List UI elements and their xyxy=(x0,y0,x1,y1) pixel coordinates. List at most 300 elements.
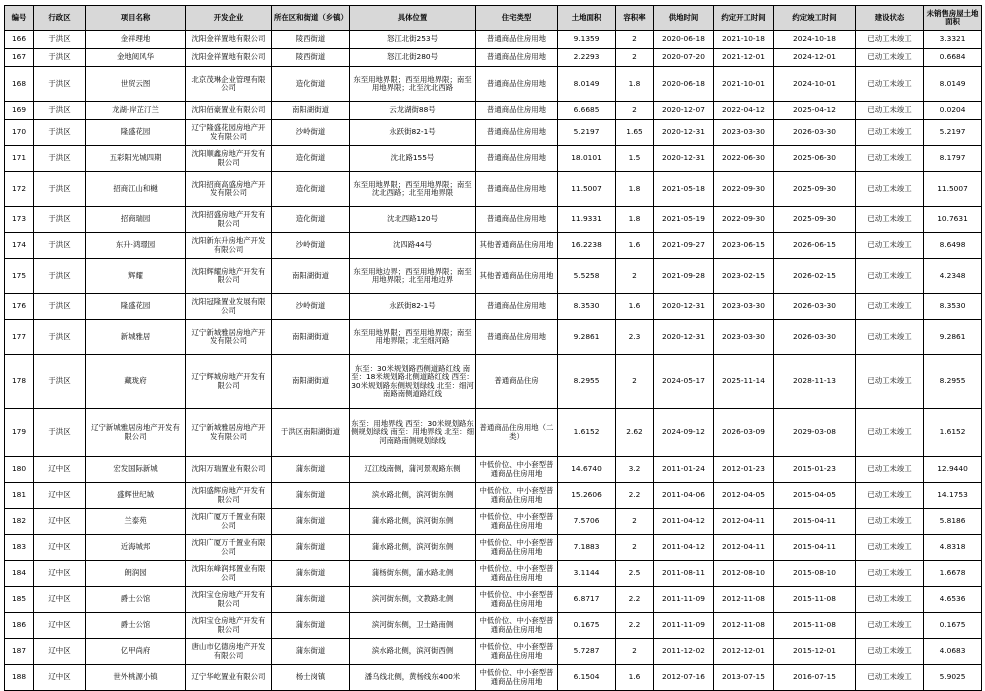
cell-street: 蒲东街道 xyxy=(272,457,350,483)
table-row xyxy=(5,561,982,587)
cell-street: 造化街道 xyxy=(272,207,350,233)
cell-status: 已动工未竣工 xyxy=(856,259,924,294)
cell-street: 沙岭街道 xyxy=(272,294,350,320)
cell-developer: 沈阳盛辉房地产开发有限公司 xyxy=(186,483,272,509)
cell-finish-date: 2015-04-05 xyxy=(774,483,856,509)
header-project-name: 项目名称 xyxy=(86,6,186,31)
cell-developer: 沈阳冠隆置业发展有限公司 xyxy=(186,294,272,320)
cell-far: 1.8 xyxy=(616,172,654,207)
cell-status: 已动工未竣工 xyxy=(856,102,924,120)
table-row xyxy=(5,67,982,102)
cell-location: 东至用地界限；西至用地界限；南至沈北西路；北至用地界限 xyxy=(350,172,476,207)
cell-unsold-area: 8.6498 xyxy=(924,233,982,259)
cell-developer: 唐山市亿德房地产开发有限公司 xyxy=(186,639,272,665)
cell-supply-date: 2011-11-09 xyxy=(654,587,714,613)
cell-id: 170 xyxy=(5,120,34,146)
cell-housing-type: 中低价位、中小套型普通商品住房用地 xyxy=(476,535,558,561)
cell-housing-type: 普通商品住房用地 xyxy=(476,31,558,49)
cell-finish-date: 2028-11-13 xyxy=(774,355,856,409)
cell-district: 于洪区 xyxy=(34,120,86,146)
cell-street: 于洪区南阳湖街道 xyxy=(272,409,350,457)
cell-location: 东至用地边界；西至用地界限；南至用地界限；北至用地边界 xyxy=(350,259,476,294)
cell-street: 陵西街道 xyxy=(272,49,350,67)
cell-housing-type: 普通商品住房用地 xyxy=(476,49,558,67)
cell-supply-date: 2012-07-16 xyxy=(654,665,714,691)
cell-start-date: 2026-03-09 xyxy=(714,409,774,457)
cell-unsold-area: 0.0204 xyxy=(924,102,982,120)
cell-street: 蒲东街道 xyxy=(272,639,350,665)
cell-status: 已动工未竣工 xyxy=(856,120,924,146)
cell-location: 沈四路44号 xyxy=(350,233,476,259)
cell-location: 永跃街82-1号 xyxy=(350,120,476,146)
cell-start-date: 2023-03-30 xyxy=(714,320,774,355)
cell-supply-date: 2024-09-12 xyxy=(654,409,714,457)
cell-district: 辽中区 xyxy=(34,561,86,587)
cell-location: 东至：30米规划路西侧道路红线 南至：18米规划路北侧道路红线 西至：30米规划路东侧规划绿线 北至：细河南路南侧道路红线 xyxy=(350,355,476,409)
land-supply-table xyxy=(4,5,982,691)
cell-finish-date: 2025-09-30 xyxy=(774,207,856,233)
cell-id: 172 xyxy=(5,172,34,207)
table-row xyxy=(5,665,982,691)
cell-start-date: 2012-04-11 xyxy=(714,509,774,535)
cell-housing-type: 普通商品住房用地 xyxy=(476,172,558,207)
header-land-area: 土地面积 xyxy=(558,6,616,31)
cell-housing-type: 中低价位、中小套型普通商品住房用地 xyxy=(476,509,558,535)
cell-finish-date: 2026-06-15 xyxy=(774,233,856,259)
cell-location: 东至：用地界线 西至：30米规划路东侧规划绿线 南至：用地界线 北至：细河南路南侧规划绿线 xyxy=(350,409,476,457)
cell-district: 于洪区 xyxy=(34,102,86,120)
cell-district: 辽中区 xyxy=(34,613,86,639)
cell-supply-date: 2020-12-31 xyxy=(654,294,714,320)
cell-developer: 沈阳招商高盛房地产开发有限公司 xyxy=(186,172,272,207)
cell-supply-date: 2021-05-18 xyxy=(654,172,714,207)
cell-unsold-area: 12.9440 xyxy=(924,457,982,483)
cell-location: 永跃街82-1号 xyxy=(350,294,476,320)
table-row xyxy=(5,207,982,233)
cell-start-date: 2025-11-14 xyxy=(714,355,774,409)
cell-finish-date: 2015-08-10 xyxy=(774,561,856,587)
cell-land-area: 5.2197 xyxy=(558,120,616,146)
cell-district: 辽中区 xyxy=(34,665,86,691)
cell-project-name: 爵士公馆 xyxy=(86,587,186,613)
cell-location: 滨河街东侧，卫士路南侧 xyxy=(350,613,476,639)
cell-location: 怒江北街280号 xyxy=(350,49,476,67)
cell-land-area: 9.2861 xyxy=(558,320,616,355)
cell-unsold-area: 14.1753 xyxy=(924,483,982,509)
cell-finish-date: 2015-11-08 xyxy=(774,613,856,639)
cell-district: 于洪区 xyxy=(34,294,86,320)
cell-land-area: 2.2293 xyxy=(558,49,616,67)
cell-far: 2 xyxy=(616,535,654,561)
cell-far: 1.8 xyxy=(616,207,654,233)
cell-id: 183 xyxy=(5,535,34,561)
cell-street: 蒲东街道 xyxy=(272,587,350,613)
cell-housing-type: 普通商品住房用地 xyxy=(476,67,558,102)
cell-location: 沈北西路120号 xyxy=(350,207,476,233)
cell-unsold-area: 0.1675 xyxy=(924,613,982,639)
cell-start-date: 2012-04-05 xyxy=(714,483,774,509)
cell-start-date: 2012-08-10 xyxy=(714,561,774,587)
cell-project-name: 隆盛花园 xyxy=(86,294,186,320)
cell-developer: 辽宁辉城房地产开发有限公司 xyxy=(186,355,272,409)
cell-land-area: 5.7287 xyxy=(558,639,616,665)
cell-far: 2 xyxy=(616,259,654,294)
cell-unsold-area: 10.7631 xyxy=(924,207,982,233)
cell-project-name: 朗润园 xyxy=(86,561,186,587)
cell-district: 于洪区 xyxy=(34,31,86,49)
cell-project-name: 藏珑府 xyxy=(86,355,186,409)
cell-id: 171 xyxy=(5,146,34,172)
table-row xyxy=(5,509,982,535)
cell-start-date: 2023-03-30 xyxy=(714,120,774,146)
cell-far: 2 xyxy=(616,49,654,67)
cell-finish-date: 2015-12-01 xyxy=(774,639,856,665)
cell-id: 186 xyxy=(5,613,34,639)
cell-district: 于洪区 xyxy=(34,49,86,67)
table-row xyxy=(5,294,982,320)
cell-project-name: 招商瑞园 xyxy=(86,207,186,233)
table-row xyxy=(5,587,982,613)
cell-street: 蒲东街道 xyxy=(272,613,350,639)
cell-finish-date: 2016-07-15 xyxy=(774,665,856,691)
cell-id: 176 xyxy=(5,294,34,320)
cell-developer: 沈阳广厦万千置业有限公司 xyxy=(186,535,272,561)
table-row xyxy=(5,172,982,207)
cell-id: 187 xyxy=(5,639,34,665)
cell-supply-date: 2021-09-27 xyxy=(654,233,714,259)
cell-start-date: 2022-06-30 xyxy=(714,146,774,172)
cell-housing-type: 中低价位、中小套型普通商品住房用地 xyxy=(476,457,558,483)
cell-district: 于洪区 xyxy=(34,355,86,409)
cell-status: 已动工未竣工 xyxy=(856,665,924,691)
cell-supply-date: 2011-08-11 xyxy=(654,561,714,587)
cell-developer: 沈阳广厦万千置业有限公司 xyxy=(186,509,272,535)
cell-finish-date: 2024-10-01 xyxy=(774,67,856,102)
header-id: 编号 xyxy=(5,6,34,31)
cell-land-area: 16.2238 xyxy=(558,233,616,259)
header-unsold-area: 未销售房屋土地面积 xyxy=(924,6,982,31)
table-row xyxy=(5,457,982,483)
cell-id: 188 xyxy=(5,665,34,691)
cell-finish-date: 2026-02-15 xyxy=(774,259,856,294)
cell-street: 沙岭街道 xyxy=(272,120,350,146)
cell-project-name: 世外桃源小镇 xyxy=(86,665,186,691)
cell-status: 已动工未竣工 xyxy=(856,172,924,207)
cell-housing-type: 其他普通商品住房用地 xyxy=(476,259,558,294)
header-finish-date: 约定竣工时间 xyxy=(774,6,856,31)
cell-developer: 辽宁隆盛花园房地产开发有限公司 xyxy=(186,120,272,146)
cell-supply-date: 2011-04-12 xyxy=(654,509,714,535)
cell-id: 185 xyxy=(5,587,34,613)
cell-unsold-area: 1.6152 xyxy=(924,409,982,457)
cell-street: 陵西街道 xyxy=(272,31,350,49)
cell-land-area: 5.5258 xyxy=(558,259,616,294)
cell-finish-date: 2029-03-08 xyxy=(774,409,856,457)
cell-developer: 辽宁新城雅居房地产开发有限公司 xyxy=(186,409,272,457)
cell-district: 辽中区 xyxy=(34,587,86,613)
cell-street: 造化街道 xyxy=(272,67,350,102)
cell-unsold-area: 8.2955 xyxy=(924,355,982,409)
cell-housing-type: 普通商品住房用地 xyxy=(476,320,558,355)
cell-district: 于洪区 xyxy=(34,409,86,457)
cell-far: 2.2 xyxy=(616,483,654,509)
cell-land-area: 11.5007 xyxy=(558,172,616,207)
cell-status: 已动工未竣工 xyxy=(856,355,924,409)
cell-project-name: 新城雅居 xyxy=(86,320,186,355)
header-location: 具体位置 xyxy=(350,6,476,31)
table-row xyxy=(5,49,982,67)
cell-location: 滨水路北侧，滨河街东侧 xyxy=(350,483,476,509)
header-row xyxy=(5,6,982,31)
cell-project-name: 招商江山和樾 xyxy=(86,172,186,207)
cell-district: 辽中区 xyxy=(34,457,86,483)
cell-finish-date: 2026-03-30 xyxy=(774,320,856,355)
cell-developer: 沈阳招盛房地产开发有限公司 xyxy=(186,207,272,233)
cell-id: 180 xyxy=(5,457,34,483)
cell-location: 沈北路155号 xyxy=(350,146,476,172)
cell-far: 1.5 xyxy=(616,146,654,172)
cell-start-date: 2012-12-01 xyxy=(714,639,774,665)
header-district: 行政区 xyxy=(34,6,86,31)
cell-id: 166 xyxy=(5,31,34,49)
cell-status: 已动工未竣工 xyxy=(856,233,924,259)
cell-status: 已动工未竣工 xyxy=(856,146,924,172)
cell-supply-date: 2020-06-18 xyxy=(654,67,714,102)
cell-status: 已动工未竣工 xyxy=(856,67,924,102)
cell-project-name: 盛辉世纪城 xyxy=(86,483,186,509)
cell-project-name: 龙湖·岸芷汀兰 xyxy=(86,102,186,120)
cell-developer: 北京茂琳企业管理有限公司 xyxy=(186,67,272,102)
cell-start-date: 2023-03-30 xyxy=(714,294,774,320)
cell-unsold-area: 5.9025 xyxy=(924,665,982,691)
cell-project-name: 五彩阳光城四期 xyxy=(86,146,186,172)
cell-supply-date: 2020-12-07 xyxy=(654,102,714,120)
cell-housing-type: 普通商品住房用地 xyxy=(476,207,558,233)
cell-developer: 沈阳宝仓房地产开发有限公司 xyxy=(186,613,272,639)
cell-far: 2 xyxy=(616,102,654,120)
cell-district: 于洪区 xyxy=(34,67,86,102)
cell-finish-date: 2015-11-08 xyxy=(774,587,856,613)
cell-id: 175 xyxy=(5,259,34,294)
cell-project-name: 隆盛花园 xyxy=(86,120,186,146)
cell-land-area: 14.6740 xyxy=(558,457,616,483)
cell-land-area: 8.3530 xyxy=(558,294,616,320)
cell-supply-date: 2020-06-18 xyxy=(654,31,714,49)
cell-status: 已动工未竣工 xyxy=(856,294,924,320)
cell-district: 于洪区 xyxy=(34,172,86,207)
cell-location: 怒江北街253号 xyxy=(350,31,476,49)
cell-housing-type: 普通商品住房用地 xyxy=(476,120,558,146)
cell-supply-date: 2020-07-20 xyxy=(654,49,714,67)
cell-supply-date: 2024-05-17 xyxy=(654,355,714,409)
cell-location: 蒲杨街东侧，蒲水路北侧 xyxy=(350,561,476,587)
cell-project-name: 亿甲尚府 xyxy=(86,639,186,665)
cell-supply-date: 2020-12-31 xyxy=(654,146,714,172)
header-street: 所在区和街道（乡镇） xyxy=(272,6,350,31)
cell-unsold-area: 8.1797 xyxy=(924,146,982,172)
cell-unsold-area: 4.2348 xyxy=(924,259,982,294)
table-row xyxy=(5,355,982,409)
cell-start-date: 2022-09-30 xyxy=(714,207,774,233)
cell-developer: 辽宁新城雅居房地产开发有限公司 xyxy=(186,320,272,355)
cell-status: 已动工未竣工 xyxy=(856,509,924,535)
cell-status: 已动工未竣工 xyxy=(856,31,924,49)
cell-id: 181 xyxy=(5,483,34,509)
table-row xyxy=(5,31,982,49)
cell-housing-type: 中低价位、中小套型普通商品住房用地 xyxy=(476,613,558,639)
cell-far: 2 xyxy=(616,31,654,49)
cell-start-date: 2021-12-01 xyxy=(714,49,774,67)
cell-unsold-area: 11.5007 xyxy=(924,172,982,207)
cell-status: 已动工未竣工 xyxy=(856,49,924,67)
cell-unsold-area: 5.2197 xyxy=(924,120,982,146)
cell-supply-date: 2011-04-12 xyxy=(654,535,714,561)
cell-district: 于洪区 xyxy=(34,259,86,294)
cell-housing-type: 中低价位、中小套型普通商品住房用地 xyxy=(476,639,558,665)
header-developer: 开发企业 xyxy=(186,6,272,31)
cell-project-name: 金地阅风华 xyxy=(86,49,186,67)
cell-project-name: 宏发国际新城 xyxy=(86,457,186,483)
cell-project-name: 辉耀 xyxy=(86,259,186,294)
cell-status: 已动工未竣工 xyxy=(856,483,924,509)
cell-street: 南阳湖街道 xyxy=(272,259,350,294)
cell-finish-date: 2015-04-11 xyxy=(774,535,856,561)
cell-project-name: 世贸云图 xyxy=(86,67,186,102)
cell-housing-type: 中低价位、中小套型普通商品住房用地 xyxy=(476,587,558,613)
cell-id: 168 xyxy=(5,67,34,102)
cell-location: 云龙湖街88号 xyxy=(350,102,476,120)
cell-street: 蒲东街道 xyxy=(272,535,350,561)
cell-far: 2.3 xyxy=(616,320,654,355)
table-row xyxy=(5,483,982,509)
cell-finish-date: 2026-03-30 xyxy=(774,120,856,146)
cell-street: 蒲东街道 xyxy=(272,483,350,509)
cell-street: 蒲东街道 xyxy=(272,509,350,535)
cell-location: 东至用地界限；西至用地界限；南至用地界限；北至沈北西路 xyxy=(350,67,476,102)
cell-location: 蒲水路北侧，滨河街东侧 xyxy=(350,509,476,535)
cell-id: 177 xyxy=(5,320,34,355)
cell-land-area: 18.0101 xyxy=(558,146,616,172)
cell-status: 已动工未竣工 xyxy=(856,535,924,561)
cell-supply-date: 2011-04-06 xyxy=(654,483,714,509)
cell-project-name: 近海城邦 xyxy=(86,535,186,561)
cell-start-date: 2023-02-15 xyxy=(714,259,774,294)
cell-supply-date: 2011-12-02 xyxy=(654,639,714,665)
cell-project-name: 辽宁新城雅居房地产开发有限公司 xyxy=(86,409,186,457)
cell-start-date: 2021-10-18 xyxy=(714,31,774,49)
cell-status: 已动工未竣工 xyxy=(856,613,924,639)
cell-district: 辽中区 xyxy=(34,509,86,535)
header-housing-type: 住宅类型 xyxy=(476,6,558,31)
table-row xyxy=(5,639,982,665)
table-row xyxy=(5,120,982,146)
cell-start-date: 2012-01-23 xyxy=(714,457,774,483)
cell-unsold-area: 9.2861 xyxy=(924,320,982,355)
cell-status: 已动工未竣工 xyxy=(856,457,924,483)
cell-land-area: 15.2606 xyxy=(558,483,616,509)
cell-supply-date: 2020-12-31 xyxy=(654,320,714,355)
cell-land-area: 1.6152 xyxy=(558,409,616,457)
cell-finish-date: 2015-01-23 xyxy=(774,457,856,483)
cell-far: 3.2 xyxy=(616,457,654,483)
cell-unsold-area: 4.0683 xyxy=(924,639,982,665)
cell-supply-date: 2011-11-09 xyxy=(654,613,714,639)
cell-far: 2 xyxy=(616,639,654,665)
cell-land-area: 11.9331 xyxy=(558,207,616,233)
cell-street: 杨士岗镇 xyxy=(272,665,350,691)
cell-far: 1.65 xyxy=(616,120,654,146)
cell-unsold-area: 8.3530 xyxy=(924,294,982,320)
cell-start-date: 2012-04-11 xyxy=(714,535,774,561)
cell-land-area: 7.1883 xyxy=(558,535,616,561)
cell-district: 辽中区 xyxy=(34,535,86,561)
table-row xyxy=(5,535,982,561)
cell-housing-type: 中低价位、中小套型普通商品住房用地 xyxy=(476,665,558,691)
cell-developer: 沈阳宝仓房地产开发有限公司 xyxy=(186,587,272,613)
cell-street: 造化街道 xyxy=(272,172,350,207)
table-row xyxy=(5,233,982,259)
cell-land-area: 8.0149 xyxy=(558,67,616,102)
cell-finish-date: 2024-12-01 xyxy=(774,49,856,67)
cell-start-date: 2013-07-15 xyxy=(714,665,774,691)
cell-project-name: 东升·鸿璟园 xyxy=(86,233,186,259)
cell-id: 182 xyxy=(5,509,34,535)
cell-status: 已动工未竣工 xyxy=(856,409,924,457)
cell-far: 2.5 xyxy=(616,561,654,587)
cell-developer: 沈阳金祥置地有限公司 xyxy=(186,31,272,49)
header-supply-date: 供地时间 xyxy=(654,6,714,31)
cell-unsold-area: 3.3321 xyxy=(924,31,982,49)
header-far: 容积率 xyxy=(616,6,654,31)
cell-location: 滨河街东侧，文教路北侧 xyxy=(350,587,476,613)
cell-housing-type: 中低价位、中小套型普通商品住房用地 xyxy=(476,483,558,509)
cell-start-date: 2023-06-15 xyxy=(714,233,774,259)
cell-district: 于洪区 xyxy=(34,233,86,259)
cell-far: 2.62 xyxy=(616,409,654,457)
header-status: 建设状态 xyxy=(856,6,924,31)
cell-developer: 沈阳顺鑫房地产开发有限公司 xyxy=(186,146,272,172)
cell-start-date: 2022-04-12 xyxy=(714,102,774,120)
cell-land-area: 6.8717 xyxy=(558,587,616,613)
cell-id: 169 xyxy=(5,102,34,120)
cell-status: 已动工未竣工 xyxy=(856,320,924,355)
table-row xyxy=(5,320,982,355)
cell-far: 2 xyxy=(616,355,654,409)
cell-finish-date: 2026-03-30 xyxy=(774,294,856,320)
cell-land-area: 0.1675 xyxy=(558,613,616,639)
cell-location: 蒲水路北侧，滨河街东侧 xyxy=(350,535,476,561)
cell-land-area: 9.1359 xyxy=(558,31,616,49)
cell-far: 1.6 xyxy=(616,233,654,259)
table-row xyxy=(5,259,982,294)
cell-start-date: 2022-09-30 xyxy=(714,172,774,207)
cell-status: 已动工未竣工 xyxy=(856,587,924,613)
header-start-date: 约定开工时间 xyxy=(714,6,774,31)
cell-developer: 沈阳佰豪置业有限公司 xyxy=(186,102,272,120)
cell-land-area: 8.2955 xyxy=(558,355,616,409)
cell-district: 辽中区 xyxy=(34,483,86,509)
cell-housing-type: 中低价位、中小套型普通商品住房用地 xyxy=(476,561,558,587)
cell-status: 已动工未竣工 xyxy=(856,639,924,665)
cell-unsold-area: 0.6684 xyxy=(924,49,982,67)
cell-supply-date: 2020-12-31 xyxy=(654,120,714,146)
cell-housing-type: 其他普通商品住房用地 xyxy=(476,233,558,259)
cell-start-date: 2012-11-08 xyxy=(714,587,774,613)
cell-developer: 沈阳辉耀房地产开发有限公司 xyxy=(186,259,272,294)
cell-land-area: 3.1144 xyxy=(558,561,616,587)
cell-id: 184 xyxy=(5,561,34,587)
table-row xyxy=(5,613,982,639)
